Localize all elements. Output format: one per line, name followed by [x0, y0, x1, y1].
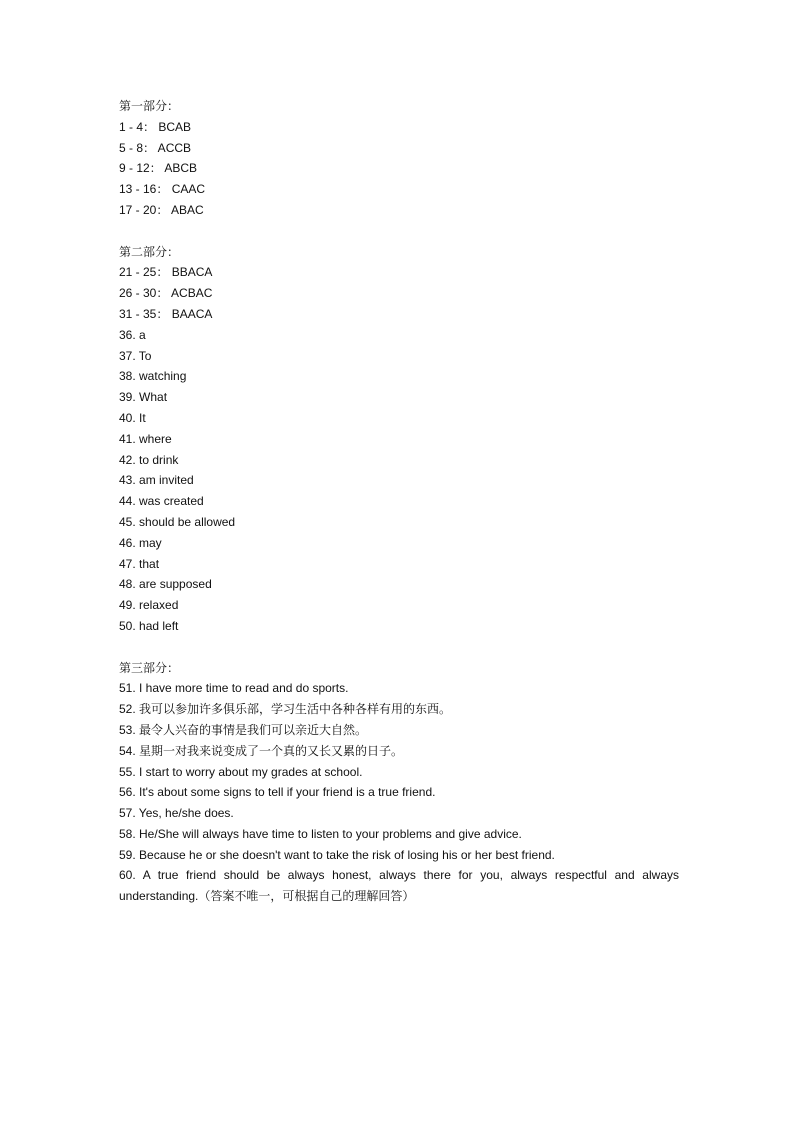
answer-line: 41. where: [119, 431, 172, 446]
answer-line: 59. Because he or she doesn't want to take the risk of losing his or her best friend.: [119, 847, 555, 862]
answer-line: 5 - 8： ACCB: [119, 140, 192, 155]
answer-line: 50. had left: [119, 618, 179, 633]
answer-line: 53. 最令人兴奋的事情是我们可以亲近大自然。: [119, 722, 368, 737]
answer-line: 13 - 16： CAAC: [119, 182, 206, 197]
answer-line: 60. A true friend should be always honest, always there for you, always respectful and always understanding.（答案不唯一，可根据自己的理解回答）: [119, 868, 679, 904]
answer-line: 44. was created: [119, 494, 204, 509]
part3-section: [119, 658, 679, 908]
answer-line: 42. to drink: [119, 452, 179, 467]
answer-line: 52. 我可以参加许多俱乐部，学习生活中各种各样有用的东西。: [119, 702, 452, 717]
part2-section: [119, 242, 679, 637]
answer-line: 47. that: [119, 556, 160, 571]
answer-line: 43. am invited: [119, 473, 194, 488]
answer-line: 54. 星期一对我来说变成了一个真的又长又累的日子。: [119, 743, 404, 758]
answer-line: 37. To: [119, 348, 152, 363]
answer-line: 26 - 30： ACBAC: [119, 286, 213, 301]
answer-line: 21 - 25： BBACA: [119, 265, 213, 280]
answer-line: 40. It: [119, 410, 146, 425]
answer-line: 1 - 4： BCAB: [119, 119, 192, 134]
answer-line: 58. He/She will always have time to listen to your problems and give advice.: [119, 826, 522, 841]
section-spacer: [119, 637, 679, 658]
answer-line: 9 - 12： ABCB: [119, 161, 198, 176]
part1-heading: 第一部分：: [119, 99, 180, 113]
answer-line: 51. I have more time to read and do sports.: [119, 681, 349, 696]
answer-line: 55. I start to worry about my grades at school.: [119, 764, 363, 779]
answer-line: 46. may: [119, 535, 162, 550]
answer-line: 48. are supposed: [119, 577, 212, 592]
answer-line: 38. watching: [119, 369, 187, 384]
answer-line: 45. should be allowed: [119, 514, 236, 529]
answer-line: 39. What: [119, 390, 168, 405]
part2-heading: 第二部分：: [119, 244, 180, 259]
answer-line: 31 - 35： BAACA: [119, 306, 213, 321]
answer-line: 17 - 20： ABAC: [119, 202, 204, 217]
section-spacer: [119, 221, 679, 242]
answer-line: 49. relaxed: [119, 598, 179, 613]
part3-heading: 第三部分：: [119, 660, 180, 675]
answer-key-page: [119, 96, 679, 907]
answer-line: 56. It's about some signs to tell if your friend is a true friend.: [119, 785, 436, 800]
answer-line: 57. Yes, he/she does.: [119, 806, 234, 821]
part1-section: [119, 96, 679, 221]
answer-line: 36. a: [119, 327, 146, 342]
